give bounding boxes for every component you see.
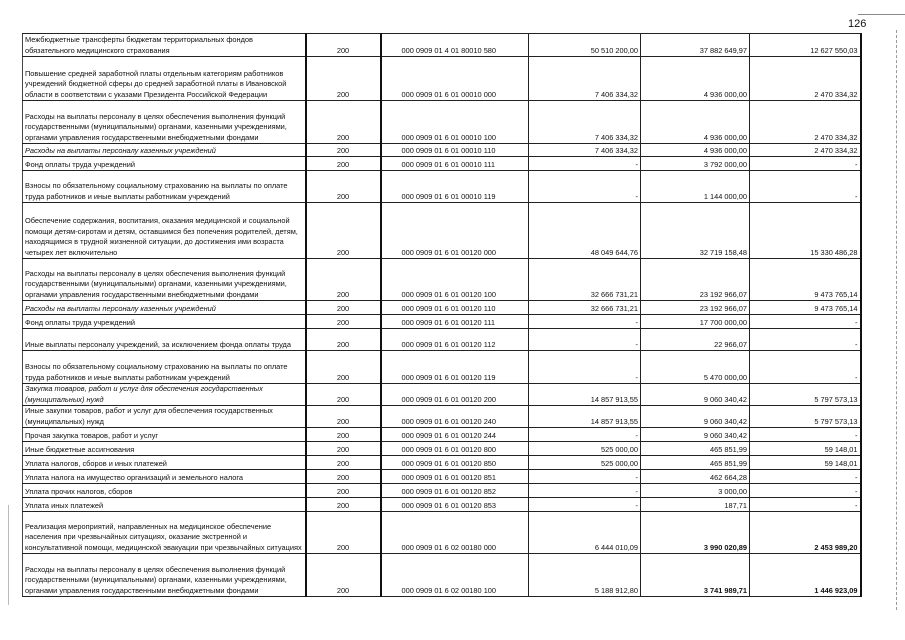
row-code-line: 200 <box>306 406 381 428</box>
row-code-line: 200 <box>306 57 381 101</box>
table-row <box>23 406 861 428</box>
row-code-line: 200 <box>306 512 381 554</box>
row-executed: 37 882 649,97 <box>641 34 750 57</box>
row-approved: - <box>529 351 641 384</box>
row-budget-code: 000 0909 01 6 01 00120 800 <box>381 442 529 456</box>
row-name: Расходы на выплаты персоналу в целях обеспечения выполнения функций государственными (муниципальными) органами, казенными учреждениями, органами управления государственными внебюджетными фондами <box>23 101 306 144</box>
row-name: Иные выплаты персоналу учреждений, за исключением фонда оплаты труда <box>23 329 306 351</box>
row-code-line: 200 <box>306 101 381 144</box>
table-row <box>23 259 861 301</box>
row-approved: - <box>529 484 641 498</box>
table-row <box>23 57 861 101</box>
row-unexecuted: 2 470 334,32 <box>750 144 861 157</box>
row-executed: 3 990 020,89 <box>641 512 750 554</box>
row-code-line: 200 <box>306 34 381 57</box>
row-budget-code: 000 0909 01 6 01 00120 112 <box>381 329 529 351</box>
budget-table-body <box>23 34 861 597</box>
table-row <box>23 315 861 329</box>
row-name: Уплата иных платежей <box>23 498 306 512</box>
table-row <box>23 329 861 351</box>
row-approved: 7 406 334,32 <box>529 57 641 101</box>
row-budget-code: 000 0909 01 6 01 00010 119 <box>381 171 529 203</box>
table-row <box>23 351 861 384</box>
row-budget-code: 000 0909 01 6 02 00180 100 <box>381 554 529 597</box>
row-unexecuted: 5 797 573,13 <box>750 384 861 406</box>
row-code-line: 200 <box>306 470 381 484</box>
row-approved: 7 406 334,32 <box>529 101 641 144</box>
table-row <box>23 34 861 57</box>
row-name: Межбюджетные трансферты бюджетам территориальных фондов обязательного медицинского страхования <box>23 34 306 57</box>
row-executed: 4 936 000,00 <box>641 101 750 144</box>
row-name: Уплата прочих налогов, сборов <box>23 484 306 498</box>
row-budget-code: 000 0909 01 6 01 00120 240 <box>381 406 529 428</box>
row-executed: 465 851,99 <box>641 442 750 456</box>
row-executed: 3 741 989,71 <box>641 554 750 597</box>
table-row <box>23 456 861 470</box>
row-name: Иные закупки товаров, работ и услуг для обеспечения государственных (муниципальных) нужд <box>23 406 306 428</box>
row-unexecuted: 2 453 989,20 <box>750 512 861 554</box>
row-name: Прочая закупка товаров, работ и услуг <box>23 428 306 442</box>
row-budget-code: 000 0909 01 6 01 00120 850 <box>381 456 529 470</box>
row-name: Фонд оплаты труда учреждений <box>23 157 306 171</box>
row-unexecuted: - <box>750 351 861 384</box>
row-code-line: 200 <box>306 259 381 301</box>
row-executed: 4 936 000,00 <box>641 144 750 157</box>
row-unexecuted: 5 797 573,13 <box>750 406 861 428</box>
row-executed: 3 000,00 <box>641 484 750 498</box>
row-name: Обеспечение содержания, воспитания, оказания медицинской и социальной помощи детям-сиротам и детям, оставшимся без попечения родителей, детям, находящимся в трудной жизненной ситуации, до достижения ими возраста четырех лет включительно <box>23 203 306 259</box>
row-budget-code: 000 0909 01 6 01 00120 000 <box>381 203 529 259</box>
table-row <box>23 484 861 498</box>
row-budget-code: 000 0909 01 6 01 00120 111 <box>381 315 529 329</box>
row-code-line: 200 <box>306 144 381 157</box>
row-unexecuted: 2 470 334,32 <box>750 57 861 101</box>
table-row <box>23 384 861 406</box>
row-budget-code: 000 0909 01 6 01 00010 000 <box>381 57 529 101</box>
row-approved: - <box>529 157 641 171</box>
row-code-line: 200 <box>306 203 381 259</box>
table-row <box>23 101 861 144</box>
row-unexecuted: 9 473 765,14 <box>750 301 861 315</box>
row-unexecuted: 2 470 334,32 <box>750 101 861 144</box>
row-approved: - <box>529 171 641 203</box>
row-approved: 525 000,00 <box>529 442 641 456</box>
row-approved: 7 406 334,32 <box>529 144 641 157</box>
table-row <box>23 301 861 315</box>
row-code-line: 200 <box>306 456 381 470</box>
row-unexecuted: - <box>750 428 861 442</box>
table-row <box>23 442 861 456</box>
table-row <box>23 157 861 171</box>
row-executed: 32 719 158,48 <box>641 203 750 259</box>
row-name: Уплата налога на имущество организаций и земельного налога <box>23 470 306 484</box>
table-row <box>23 498 861 512</box>
row-approved: 14 857 913,55 <box>529 406 641 428</box>
row-budget-code: 000 0909 01 6 01 00120 852 <box>381 484 529 498</box>
row-approved: 32 666 731,21 <box>529 259 641 301</box>
row-name: Иные бюджетные ассигнования <box>23 442 306 456</box>
budget-table <box>22 33 862 597</box>
row-executed: 23 192 966,07 <box>641 301 750 315</box>
row-budget-code: 000 0909 01 6 01 00120 851 <box>381 470 529 484</box>
row-approved: - <box>529 315 641 329</box>
row-approved: 525 000,00 <box>529 456 641 470</box>
row-code-line: 200 <box>306 442 381 456</box>
row-unexecuted: - <box>750 171 861 203</box>
row-unexecuted: - <box>750 484 861 498</box>
row-executed: 1 144 000,00 <box>641 171 750 203</box>
row-executed: 462 664,28 <box>641 470 750 484</box>
row-approved: 48 049 644,76 <box>529 203 641 259</box>
row-executed: 17 700 000,00 <box>641 315 750 329</box>
row-code-line: 200 <box>306 315 381 329</box>
row-approved: - <box>529 498 641 512</box>
row-executed: 9 060 340,42 <box>641 428 750 442</box>
row-name: Уплата налогов, сборов и иных платежей <box>23 456 306 470</box>
row-code-line: 200 <box>306 329 381 351</box>
row-unexecuted: - <box>750 157 861 171</box>
row-budget-code: 000 0909 01 4 01 80010 580 <box>381 34 529 57</box>
row-executed: 3 792 000,00 <box>641 157 750 171</box>
row-code-line: 200 <box>306 554 381 597</box>
row-budget-code: 000 0909 01 6 02 00180 000 <box>381 512 529 554</box>
row-code-line: 200 <box>306 384 381 406</box>
row-unexecuted: 59 148,01 <box>750 456 861 470</box>
row-name: Взносы по обязательному социальному страхованию на выплаты по оплате труда работников и иные выплаты работникам учреждений <box>23 171 306 203</box>
table-row <box>23 554 861 597</box>
row-executed: 4 936 000,00 <box>641 57 750 101</box>
row-budget-code: 000 0909 01 6 01 00010 111 <box>381 157 529 171</box>
row-unexecuted: 12 627 550,03 <box>750 34 861 57</box>
row-budget-code: 000 0909 01 6 01 00120 100 <box>381 259 529 301</box>
row-executed: 23 192 966,07 <box>641 259 750 301</box>
table-row <box>23 512 861 554</box>
row-unexecuted: - <box>750 329 861 351</box>
row-budget-code: 000 0909 01 6 01 00120 200 <box>381 384 529 406</box>
row-code-line: 200 <box>306 301 381 315</box>
row-name: Расходы на выплаты персоналу казенных учреждений <box>23 301 306 315</box>
row-approved: 6 444 010,09 <box>529 512 641 554</box>
row-approved: - <box>529 329 641 351</box>
row-executed: 9 060 340,42 <box>641 406 750 428</box>
row-unexecuted: 9 473 765,14 <box>750 259 861 301</box>
row-budget-code: 000 0909 01 6 01 00120 853 <box>381 498 529 512</box>
table-row <box>23 470 861 484</box>
row-code-line: 200 <box>306 351 381 384</box>
row-approved: 50 510 200,00 <box>529 34 641 57</box>
page-number: 126 <box>848 18 867 30</box>
row-executed: 9 060 340,42 <box>641 384 750 406</box>
top-rule <box>858 14 905 15</box>
scan-margin-line <box>8 505 9 605</box>
row-approved: 5 188 912,80 <box>529 554 641 597</box>
row-executed: 5 470 000,00 <box>641 351 750 384</box>
row-executed: 465 851,99 <box>641 456 750 470</box>
table-row <box>23 428 861 442</box>
row-unexecuted: - <box>750 315 861 329</box>
row-approved: - <box>529 470 641 484</box>
row-code-line: 200 <box>306 484 381 498</box>
table-row <box>23 171 861 203</box>
row-code-line: 200 <box>306 157 381 171</box>
row-name: Фонд оплаты труда учреждений <box>23 315 306 329</box>
row-unexecuted: - <box>750 470 861 484</box>
row-budget-code: 000 0909 01 6 01 00010 110 <box>381 144 529 157</box>
row-approved: - <box>529 428 641 442</box>
row-budget-code: 000 0909 01 6 01 00120 244 <box>381 428 529 442</box>
row-name: Взносы по обязательному социальному страхованию на выплаты по оплате труда работников и иные выплаты работникам учреждений <box>23 351 306 384</box>
row-budget-code: 000 0909 01 6 01 00010 100 <box>381 101 529 144</box>
row-name: Закупка товаров, работ и услуг для обеспечения государственных (муниципальных) нужд <box>23 384 306 406</box>
row-executed: 187,71 <box>641 498 750 512</box>
page-edge-line <box>896 30 897 610</box>
row-budget-code: 000 0909 01 6 01 00120 119 <box>381 351 529 384</box>
row-code-line: 200 <box>306 428 381 442</box>
row-executed: 22 966,07 <box>641 329 750 351</box>
row-name: Реализация мероприятий, направленных на медицинское обеспечение населения при чрезвычайных ситуациях, оказание экстренной и консультативной помощи, медицинской эвакуации при чрезвычайных ситуациях <box>23 512 306 554</box>
row-approved: 14 857 913,55 <box>529 384 641 406</box>
row-name: Расходы на выплаты персоналу в целях обеспечения выполнения функций государственными (муниципальными) органами, казенными учреждениями, органами управления государственными внебюджетными фондами <box>23 554 306 597</box>
row-name: Расходы на выплаты персоналу казенных учреждений <box>23 144 306 157</box>
row-unexecuted: 1 446 923,09 <box>750 554 861 597</box>
table-row <box>23 144 861 157</box>
table-row <box>23 203 861 259</box>
row-name: Расходы на выплаты персоналу в целях обеспечения выполнения функций государственными (муниципальными) органами, казенными учреждениями, органами управления государственными внебюджетными фондами <box>23 259 306 301</box>
row-code-line: 200 <box>306 171 381 203</box>
row-unexecuted: - <box>750 498 861 512</box>
row-unexecuted: 59 148,01 <box>750 442 861 456</box>
row-code-line: 200 <box>306 498 381 512</box>
row-name: Повышение средней заработной платы отдельным категориям работников учреждений бюджетной сферы до средней заработной платы в Ивановской области в соответствии с указами Президента Российской Федерации <box>23 57 306 101</box>
row-approved: 32 666 731,21 <box>529 301 641 315</box>
row-budget-code: 000 0909 01 6 01 00120 110 <box>381 301 529 315</box>
row-unexecuted: 15 330 486,28 <box>750 203 861 259</box>
